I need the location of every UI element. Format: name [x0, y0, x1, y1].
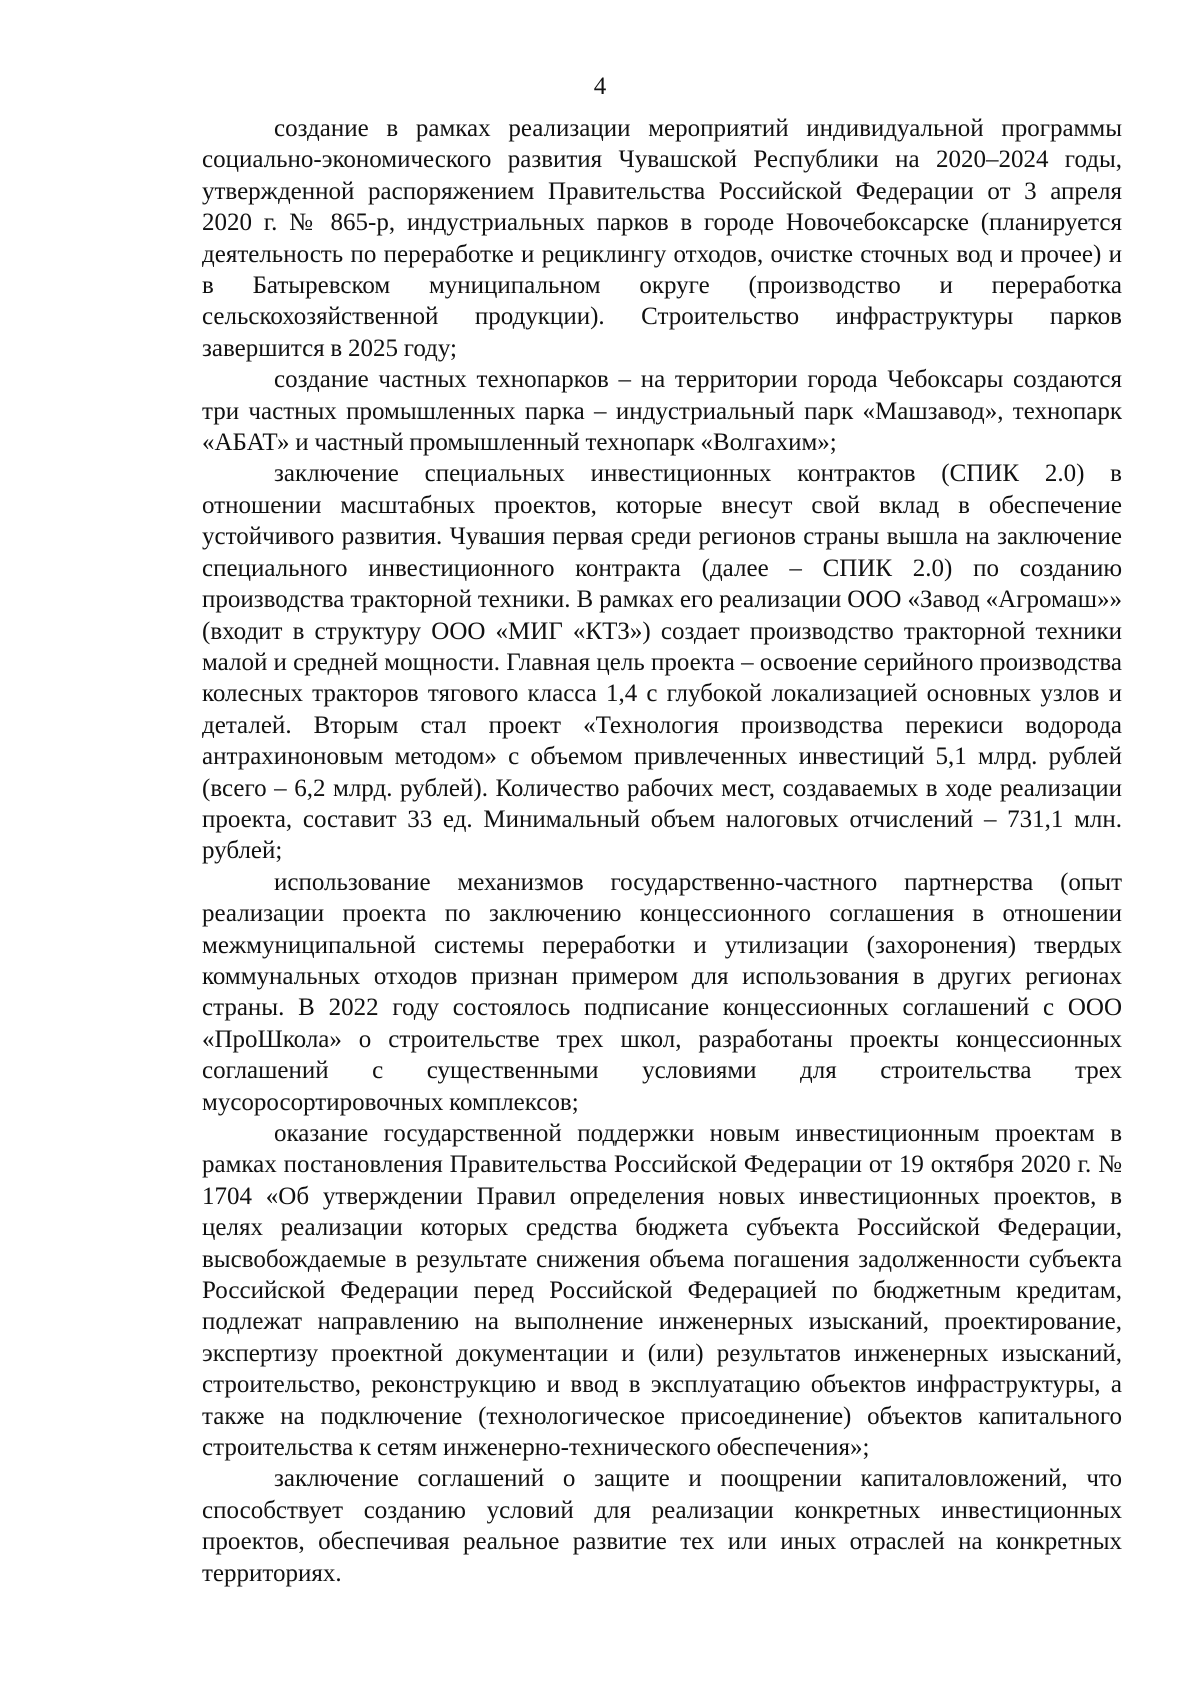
- paragraph-spik-contracts: заключение специальных инвестиционных контрактов (СПИК 2.0) в отношении масштабных проектов, которые внесут свой вклад в обеспечение устойчивого развития. Чувашия первая среди регионов страны вышла на заключение специального инвестиционного контракта (далее – СПИК 2.0) по созданию производства тракторной техники. В рамках его реализации ООО «Завод «Агромаш»» (входит в структуру ООО «МИГ «КТЗ») создает производство тракторной техники малой и средней мощности. Главная цель проекта – освоение серийного производства колесных тракторов тягового класса 1,4 с глубокой локализацией основных узлов и деталей. Вторым стал проект «Технология производства перекиси водорода антрахиноновым методом» с объемом привлеченных инвестиций 5,1 млрд. рублей (всего – 6,2 млрд. рублей). Количество рабочих мест, создаваемых в ходе реализации проекта, составит 33 ед. Минимальный объем налоговых отчислений – 731,1 млн. рублей;: [202, 460, 1122, 865]
- paragraph-industrial-parks: создание в рамках реализации мероприятий индивидуальной программы социально-экономического развития Чувашской Республики на 2020–2024 годы, утвержденной распоряжением Правительства Российской Федерации от 3 апреля 2020 г. № 865-р, индустриальных парков в городе Новочебоксарске (планируется деятельность по переработке и рециклингу отходов, очистке сточных вод и прочее) и в Батыревском муниципальном округе (производство и переработка сельскохозяйственной продукции). Строительство инфраструктуры парков завершится в 2025 году;: [202, 115, 1122, 362]
- paragraph-investment-agreements: заключение соглашений о защите и поощрении капиталовложений, что способствует созданию условий для реализации конкретных инвестиционных проектов, обеспечивая реальное развитие тех или иных отраслей на конкретных территориях.: [202, 1465, 1122, 1587]
- document-body: [202, 113, 1122, 1589]
- page-number: 4: [593, 73, 607, 100]
- paragraph-private-technoparks: создание частных технопарков – на территории города Чебоксары создаются три частных промышленных парка – индустриальный парк «Машзавод», технопарк «АБАТ» и частный промышленный технопарк «Волгахим»;: [202, 366, 1122, 457]
- paragraph-public-private-partnership: использование механизмов государственно-частного партнерства (опыт реализации проекта по заключению концессионного соглашения в отношении межмуниципальной системы переработки и утилизации (захоронения) твердых коммунальных отходов признан примером для использования в других регионах страны. В 2022 году состоялось подписание концессионных соглашений с ООО «ПроШкола» о строительстве трех школ, разработаны проекты концессионных соглашений с существенными условиями для строительства трех мусоросортировочных комплексов;: [202, 868, 1122, 1116]
- paragraph-state-support: оказание государственной поддержки новым инвестиционным проектам в рамках постановления Правительства Российской Федерации от 19 октября 2020 г. № 1704 «Об утверждении Правил определения новых инвестиционных проектов, в целях реализации которых средства бюджета субъекта Российской Федерации, высвобождаемые в результате снижения объема погашения задолженности субъекта Российской Федерации перед Российской Федерацией по бюджетным кредитам, подлежат направлению на выполнение инженерных изысканий, проектирование, экспертизу проектной документации и (или) результатов инженерных изысканий, строительство, реконструкцию и ввод в эксплуатацию объектов инфраструктуры, а также на подключение (технологическое присоединение) объектов капитального строительства к сетям инженерно-технического обеспечения»;: [202, 1120, 1122, 1462]
